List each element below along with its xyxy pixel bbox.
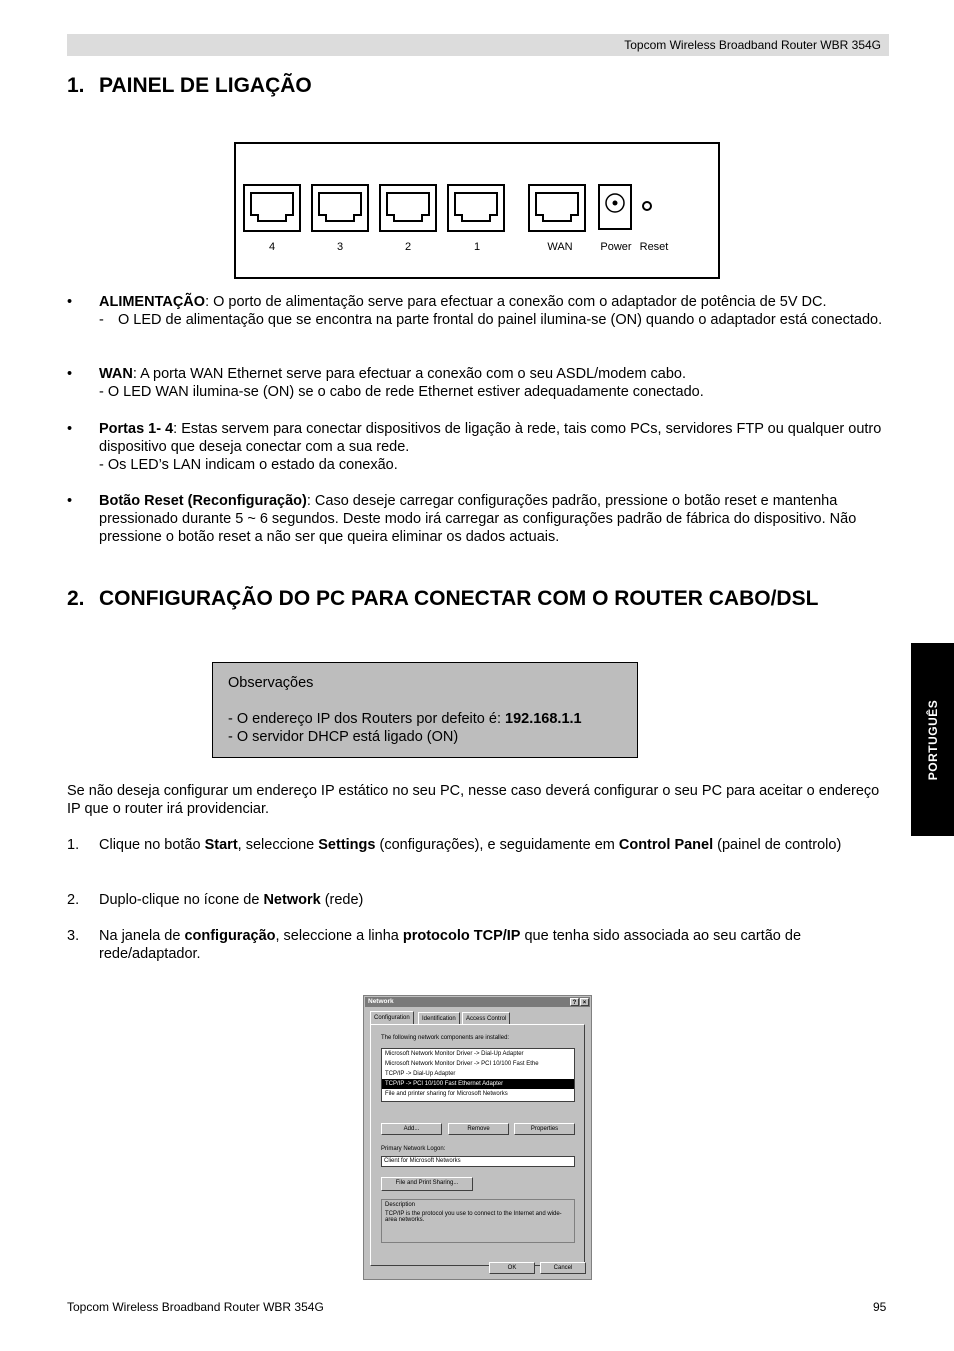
port-label-4: 4 bbox=[268, 241, 276, 253]
list-item[interactable]: Microsoft Network Monitor Driver -> PCI 10/100 Fast Ethe bbox=[385, 1061, 539, 1067]
footer-product: Topcom Wireless Broadband Router WBR 354G bbox=[67, 1300, 324, 1314]
list-item[interactable]: File and printer sharing for Microsoft Networks bbox=[385, 1091, 508, 1097]
lan-port-4 bbox=[243, 184, 301, 232]
lan-port-2 bbox=[379, 184, 437, 232]
description-group bbox=[381, 1199, 575, 1243]
bullet-wan: • WAN: A porta WAN Ethernet serve para efectuar a conexão com o seu ASDL/modem cabo. - O LED WAN ilumina-se (ON) se o cabo de rede Ethernet estiver adequadamente conectado. bbox=[67, 366, 704, 400]
port-label-2: 2 bbox=[404, 241, 412, 253]
network-dialog bbox=[363, 995, 592, 1280]
router-back-panel bbox=[234, 142, 720, 279]
power-jack-icon bbox=[598, 184, 632, 230]
note-box bbox=[212, 662, 638, 758]
list-item[interactable]: Microsoft Network Monitor Driver -> Dial-Up Adapter bbox=[385, 1051, 524, 1057]
ok-button[interactable]: OK bbox=[489, 1262, 535, 1274]
port-label-reset: Reset bbox=[639, 241, 669, 253]
note-ip: - O endereço IP dos Routers por defeito é: 192.168.1.1 bbox=[228, 711, 582, 727]
note-title: Observações bbox=[228, 675, 314, 691]
header-product: Topcom Wireless Broadband Router WBR 354G bbox=[624, 38, 881, 52]
section2-heading: 2. CONFIGURAÇÃO DO PC PARA CONECTAR COM O ROUTER CABO/DSL bbox=[67, 587, 819, 610]
components-label: The following network components are installed: bbox=[381, 1035, 510, 1041]
properties-button[interactable]: Properties bbox=[514, 1123, 575, 1135]
dialog-titlebar: Network ? × bbox=[365, 997, 590, 1007]
reset-button-icon bbox=[641, 200, 653, 212]
configuration-panel bbox=[370, 1024, 585, 1266]
header-bar bbox=[67, 34, 889, 56]
port-label-1: 1 bbox=[473, 241, 481, 253]
add-button[interactable]: Add... bbox=[381, 1123, 442, 1135]
close-button[interactable]: × bbox=[580, 998, 589, 1006]
wan-port bbox=[528, 184, 586, 232]
components-list[interactable] bbox=[381, 1048, 575, 1102]
bullet-ports: • Portas 1- 4: Estas servem para conectar dispositivos de ligação à rede, tais como PCs, servidores FTP ou qualquer outro dispositivo que deseja conectar com a sua rede. - Os LED’s LAN indicam o estado da conexão. bbox=[67, 421, 882, 473]
tab-access-control[interactable]: Access Control bbox=[462, 1012, 510, 1024]
logon-select[interactable]: Client for Microsoft Networks bbox=[381, 1156, 575, 1167]
list-item[interactable]: TCP/IP -> Dial-Up Adapter bbox=[385, 1071, 456, 1077]
description-text: TCP/IP is the protocol you use to connect to the Internet and wide-area networks. bbox=[385, 1211, 562, 1223]
port-label-wan: WAN bbox=[547, 241, 573, 253]
section1-heading: 1. PAINEL DE LIGAÇÃO bbox=[67, 74, 312, 97]
bullet-reset: • Botão Reset (Reconfiguração): Caso deseje carregar configurações padrão, pressione o botão reset e mantenha pressionado durante 5 ~ 6 segundos. Deste modo irá carregar as configurações padrão de fábrica do dispositivo. Não pressione o botão reset a não ser que queira eliminar os dados actuais. bbox=[67, 493, 857, 545]
file-print-sharing-button[interactable]: File and Print Sharing... bbox=[381, 1177, 473, 1191]
intro-paragraph: Se não deseja configurar um endereço IP estático no seu PC, nesse caso deverá configurar o seu PC para aceitar o endereço IP que o router irá providenciar. bbox=[67, 783, 880, 817]
tab-configuration[interactable]: Configuration bbox=[370, 1011, 414, 1024]
note-dhcp: - O servidor DHCP está ligado (ON) bbox=[228, 729, 459, 745]
remove-button[interactable]: Remove bbox=[448, 1123, 509, 1135]
logon-label: Primary Network Logon: bbox=[381, 1146, 446, 1152]
help-button[interactable]: ? bbox=[570, 998, 579, 1006]
description-label: Description bbox=[385, 1202, 416, 1208]
page-number: 95 bbox=[873, 1300, 887, 1314]
lan-port-1 bbox=[447, 184, 505, 232]
lan-port-3 bbox=[311, 184, 369, 232]
tab-identification[interactable]: Identification bbox=[418, 1012, 460, 1024]
bullet-power: • ALIMENTAÇÃO: O porto de alimentação serve para efectuar a conexão com o adaptador de potência de 5V DC. - O LED de alimentação que se encontra na parte frontal do painel ilumina-se (ON) quando o adaptador está conectado. bbox=[67, 294, 883, 328]
step-3: 3. Na janela de configuração, seleccione a linha protocolo TCP/IP que tenha sido associada ao seu cartão de rede/adaptador. bbox=[67, 928, 802, 962]
step-1: 1. Clique no botão Start, seleccione Settings (configurações), e seguidamente em Control Panel (painel de controlo) bbox=[67, 837, 842, 853]
port-label-power: Power bbox=[600, 241, 632, 253]
port-label-3: 3 bbox=[336, 241, 344, 253]
cancel-button[interactable]: Cancel bbox=[540, 1262, 586, 1274]
language-side-tab: PORTUGUÊS bbox=[911, 643, 954, 836]
step-2: 2. Duplo-clique no ícone de Network (rede) bbox=[67, 892, 364, 908]
list-item-selected[interactable]: TCP/IP -> PCI 10/100 Fast Ethernet Adapter bbox=[382, 1079, 574, 1089]
